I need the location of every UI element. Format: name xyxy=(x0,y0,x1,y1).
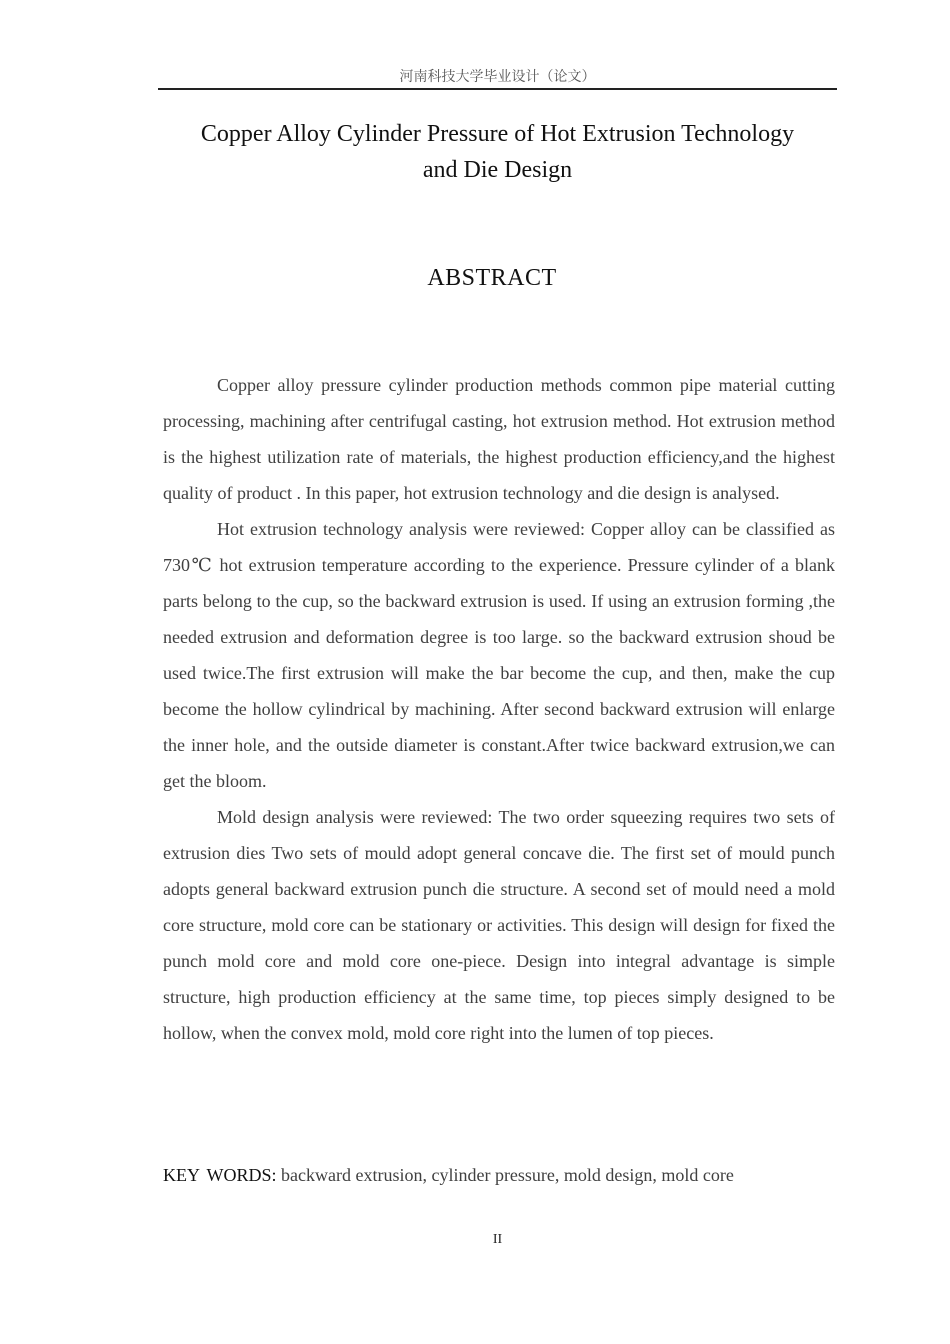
keywords-line xyxy=(163,1157,835,1193)
keywords-label: KEY WORDS: xyxy=(163,1165,277,1185)
paper-title-line-2: and Die Design xyxy=(422,157,573,183)
abstract-paragraph: Copper alloy pressure cylinder production methods common pipe material cutting processing, machining after centrifugal casting, hot extrusion method. Hot extrusion method is the highest utilization rate of materials, the highest production efficiency,and the highest quality of product . In this paper, hot extrusion technology and die design is analysed. xyxy=(163,375,835,503)
paper-title xyxy=(150,116,845,188)
running-header: 河南科技大学毕业设计（论文） xyxy=(399,69,596,85)
paper-title-line-1: Copper Alloy Cylinder Pressure of Hot Extrusion Technology xyxy=(200,121,795,147)
page-number: II xyxy=(492,1232,503,1247)
abstract-heading: ABSTRACT xyxy=(427,265,557,291)
abstract-paragraph: Mold design analysis were reviewed: The two order squeezing requires two sets of extrusion dies Two sets of mould adopt general concave die. The first set of mould punch adopts general backward extrusion punch die structure. A second set of mould need a mold core structure, mold core can be stationary or activities. This design will design for fixed the punch mold core and mold core one-piece. Design into integral advantage is simple structure, high production efficiency at the same time, top pieces simply designed to be hollow, when the convex mold, mold core right into the lumen of top pieces. xyxy=(163,807,835,1043)
header-rule xyxy=(158,88,837,90)
keywords-value: backward extrusion, cylinder pressure, mold design, mold core xyxy=(281,1165,734,1185)
abstract-body xyxy=(163,367,835,1051)
abstract-paragraph: Hot extrusion technology analysis were reviewed: Copper alloy can be classified as 730℃ hot extrusion temperature according to the experience. Pressure cylinder of a blank parts belong to the cup, so the backward extrusion is used. If using an extrusion forming ,the needed extrusion and deformation degree is too large. so the backward extrusion shoud be used twice.The first extrusion will make the bar become the cup, and then, make the cup become the hollow cylindrical by machining. After second backward extrusion will enlarge the inner hole, and the outside diameter is constant.After twice backward extrusion,we can get the bloom. xyxy=(163,519,835,791)
